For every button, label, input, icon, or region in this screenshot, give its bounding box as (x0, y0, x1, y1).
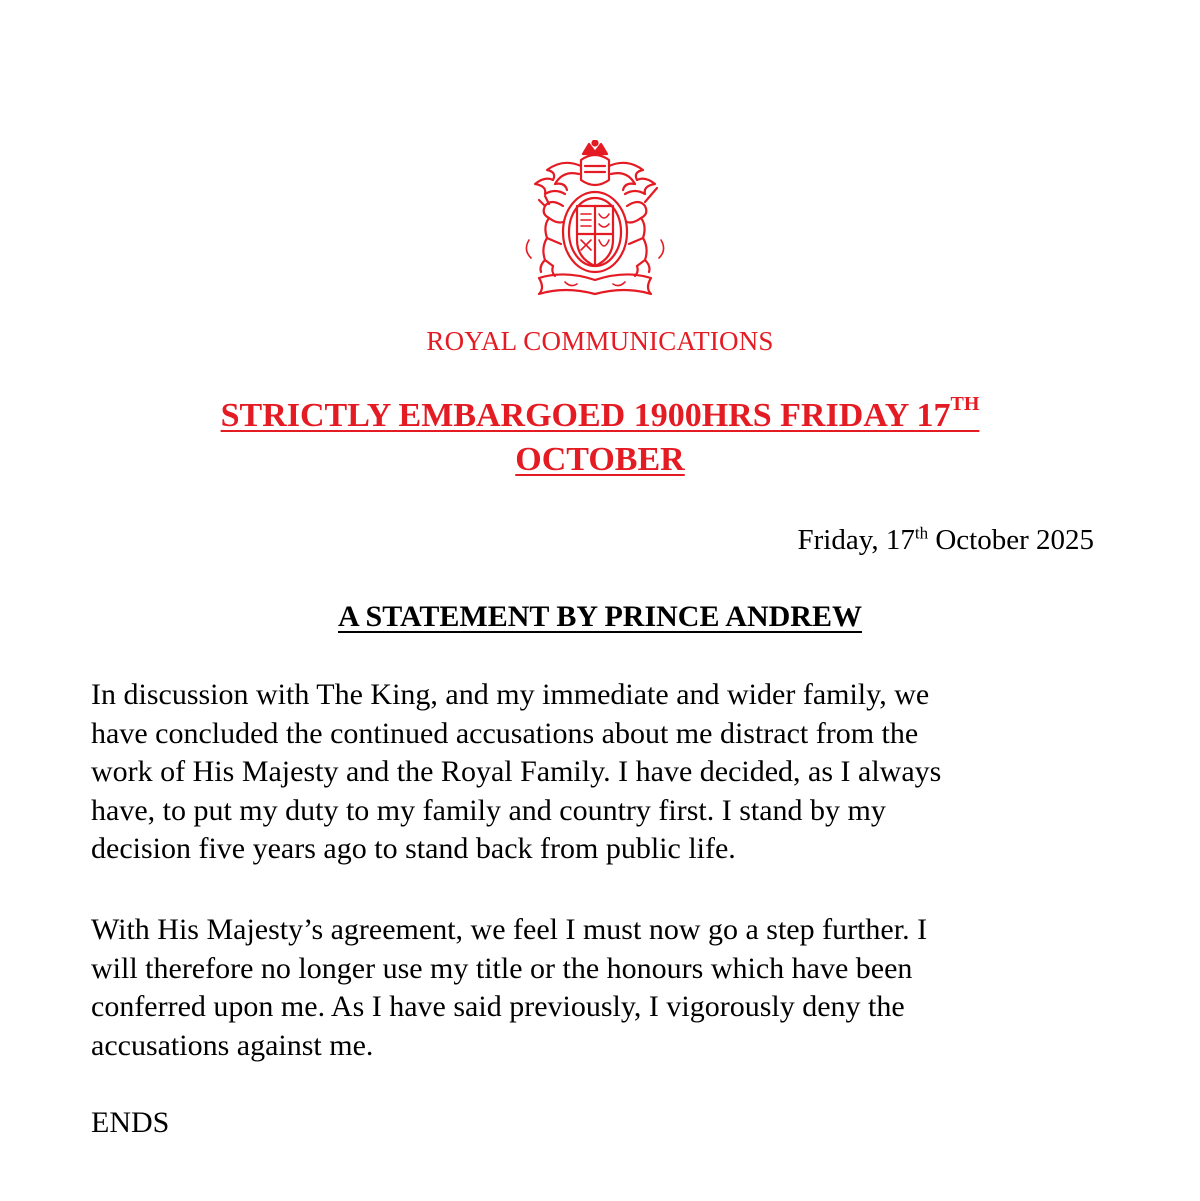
statement-paragraph-2: With His Majesty’s agreement, we feel I must now go a step further. I will therefore no longer use my title or the honours which have been conferred upon me. As I have said previously, I vigorously deny the accusations against me. (91, 913, 928, 1062)
organization-name: ROYAL COMMUNICATIONS (426, 326, 774, 356)
embargo-date-suffix: TH (950, 392, 980, 415)
statement-title: A STATEMENT BY PRINCE ANDREW (338, 600, 862, 633)
embargo-line-2: OCTOBER (515, 441, 685, 478)
ends-marker: ENDS (91, 1106, 170, 1139)
royal-coat-of-arms-icon (505, 140, 685, 300)
embargo-notice (120, 394, 1080, 482)
statement-paragraph-1: In discussion with The King, and my immediate and wider family, we have concluded the continued accusations about me distract from the work of His Majesty and the Royal Family. I have decided, as I always have, to put my duty to my family and country first. I stand by my decision five years ago to stand back from public life. (91, 678, 942, 865)
release-date: Friday, 17th October 2025 (797, 523, 1094, 556)
date-ordinal-suffix: th (914, 523, 929, 543)
embargo-line-1: STRICTLY EMBARGOED 1900HRS FRIDAY 17TH (220, 392, 980, 434)
